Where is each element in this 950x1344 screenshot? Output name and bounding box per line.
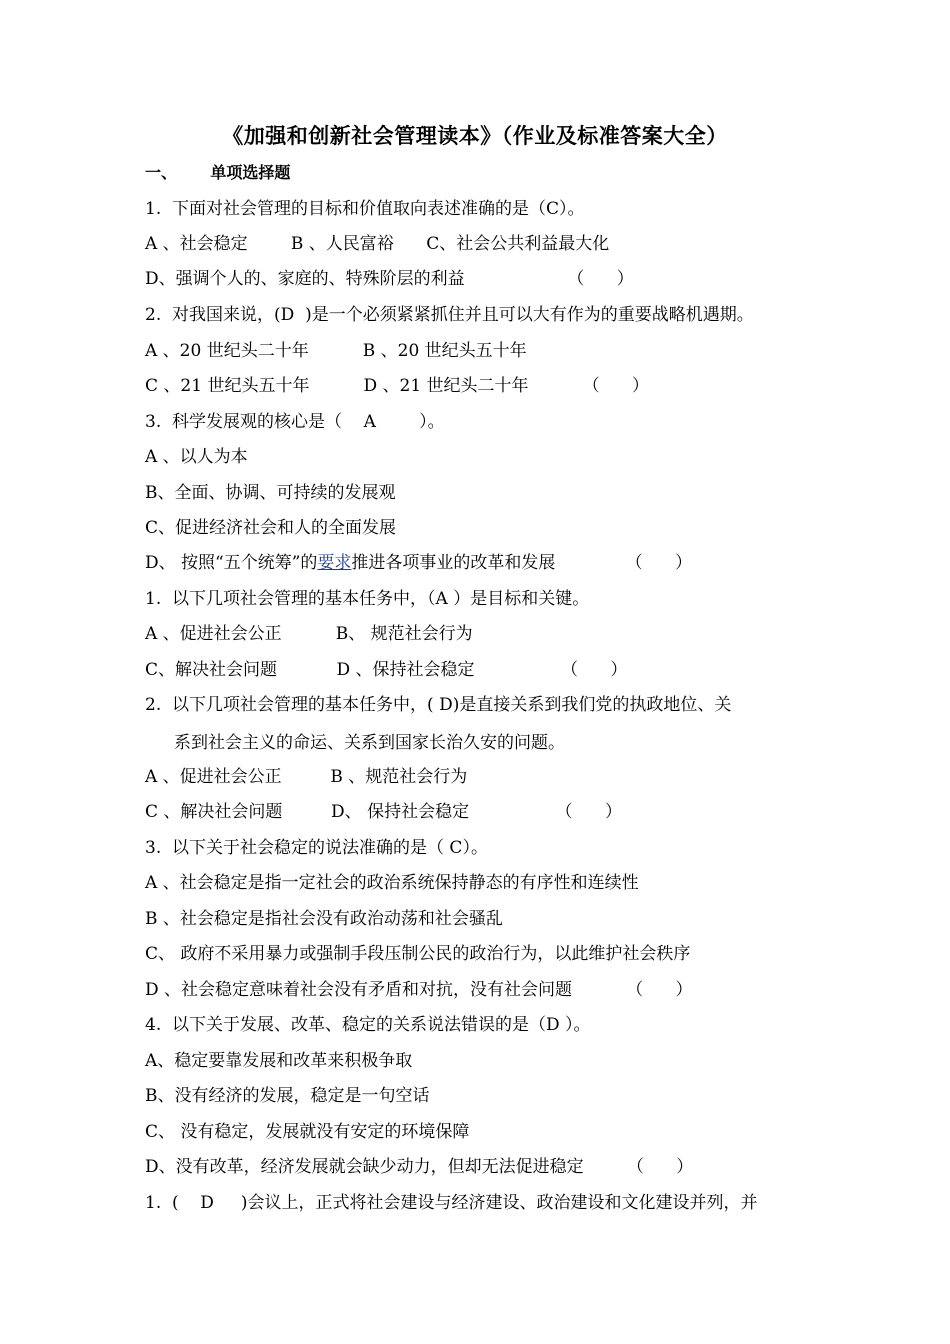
options-line: B、没有经济的发展，稳定是一句空话 xyxy=(145,1086,430,1106)
options-line: D 、社会稳定意味着社会没有矛盾和对抗，没有社会问题 （ ） xyxy=(145,980,693,1000)
options-line: A 、以人为本 xyxy=(145,447,248,467)
question-text: 3. 以下关于社会稳定的说法准确的是（ C）。 xyxy=(145,838,488,858)
options-line: C、 没有稳定，发展就没有安定的环境保障 xyxy=(145,1122,470,1142)
options-line: B 、社会稳定是指社会没有政治动荡和社会骚乱 xyxy=(145,909,503,929)
options-line: C 、解决社会问题 D、 保持社会稳定 （ ） xyxy=(145,802,622,822)
options-line: D、没有改革，经济发展就会缺少动力，但却无法促进稳定 （ ） xyxy=(145,1157,694,1177)
options-line: C、促进经济社会和人的全面发展 xyxy=(145,518,397,538)
options-line: C、 政府不采用暴力或强制手段压制公民的政治行为，以此维护社会秩序 xyxy=(145,944,691,964)
question-text: 2. 对我国来说，(D )是一个必须紧紧抓住并且可以大有作为的重要战略机遇期。 xyxy=(145,305,754,325)
question-text: 1. 下面对社会管理的目标和价值取向表述准确的是（C）。 xyxy=(145,199,585,219)
requirement-link[interactable]: 要求 xyxy=(317,553,352,573)
question-text: 2. 以下几项社会管理的基本任务中，( D)是直接关系到我们党的执政地位、关 xyxy=(145,695,732,715)
section-heading: 一、 单项选择题 xyxy=(145,163,291,182)
options-text: D、 按照“五个统筹”的 xyxy=(145,553,318,573)
question-text: 4. 以下关于发展、改革、稳定的关系说法错误的是（D ）。 xyxy=(145,1015,591,1035)
options-text: 推进各项事业的改革和发展 （ ） xyxy=(351,553,693,573)
options-line: A 、20 世纪头二十年 B 、20 世纪头五十年 xyxy=(145,341,527,361)
options-line: A 、社会稳定是指一定社会的政治系统保持静态的有序性和连续性 xyxy=(145,873,639,893)
options-line: A 、社会稳定 B 、人民富裕 C、社会公共利益最大化 xyxy=(145,234,610,254)
options-line: A 、促进社会公正 B、 规范社会行为 xyxy=(145,624,473,644)
options-line-with-link xyxy=(145,552,692,574)
question-text: 1. ( D )会议上，正式将社会建设与经济建设、政治建设和文化建设并列，并 xyxy=(145,1193,758,1213)
options-line: C、解决社会问题 D 、保持社会稳定 （ ） xyxy=(145,660,628,680)
document-title: 《加强和创新社会管理读本》（作业及标准答案大全） xyxy=(222,124,728,148)
options-line: C 、21 世纪头五十年 D 、21 世纪头二十年 （ ） xyxy=(145,376,650,396)
options-line: A、稳定要靠发展和改革来积极争取 xyxy=(145,1051,413,1071)
options-line: A 、促进社会公正 B 、规范社会行为 xyxy=(145,767,468,787)
options-line: D、强调个人的、家庭的、特殊阶层的利益 （ ） xyxy=(145,269,634,289)
question-text: 1. 以下几项社会管理的基本任务中，（A ）是目标和关键。 xyxy=(145,589,590,609)
question-text: 3. 科学发展观的核心是（ A ）。 xyxy=(145,412,445,432)
options-line: B、全面、协调、可持续的发展观 xyxy=(145,483,396,503)
question-text-continued: 系到社会主义的命运、关系到国家长治久安的问题。 xyxy=(174,733,565,753)
